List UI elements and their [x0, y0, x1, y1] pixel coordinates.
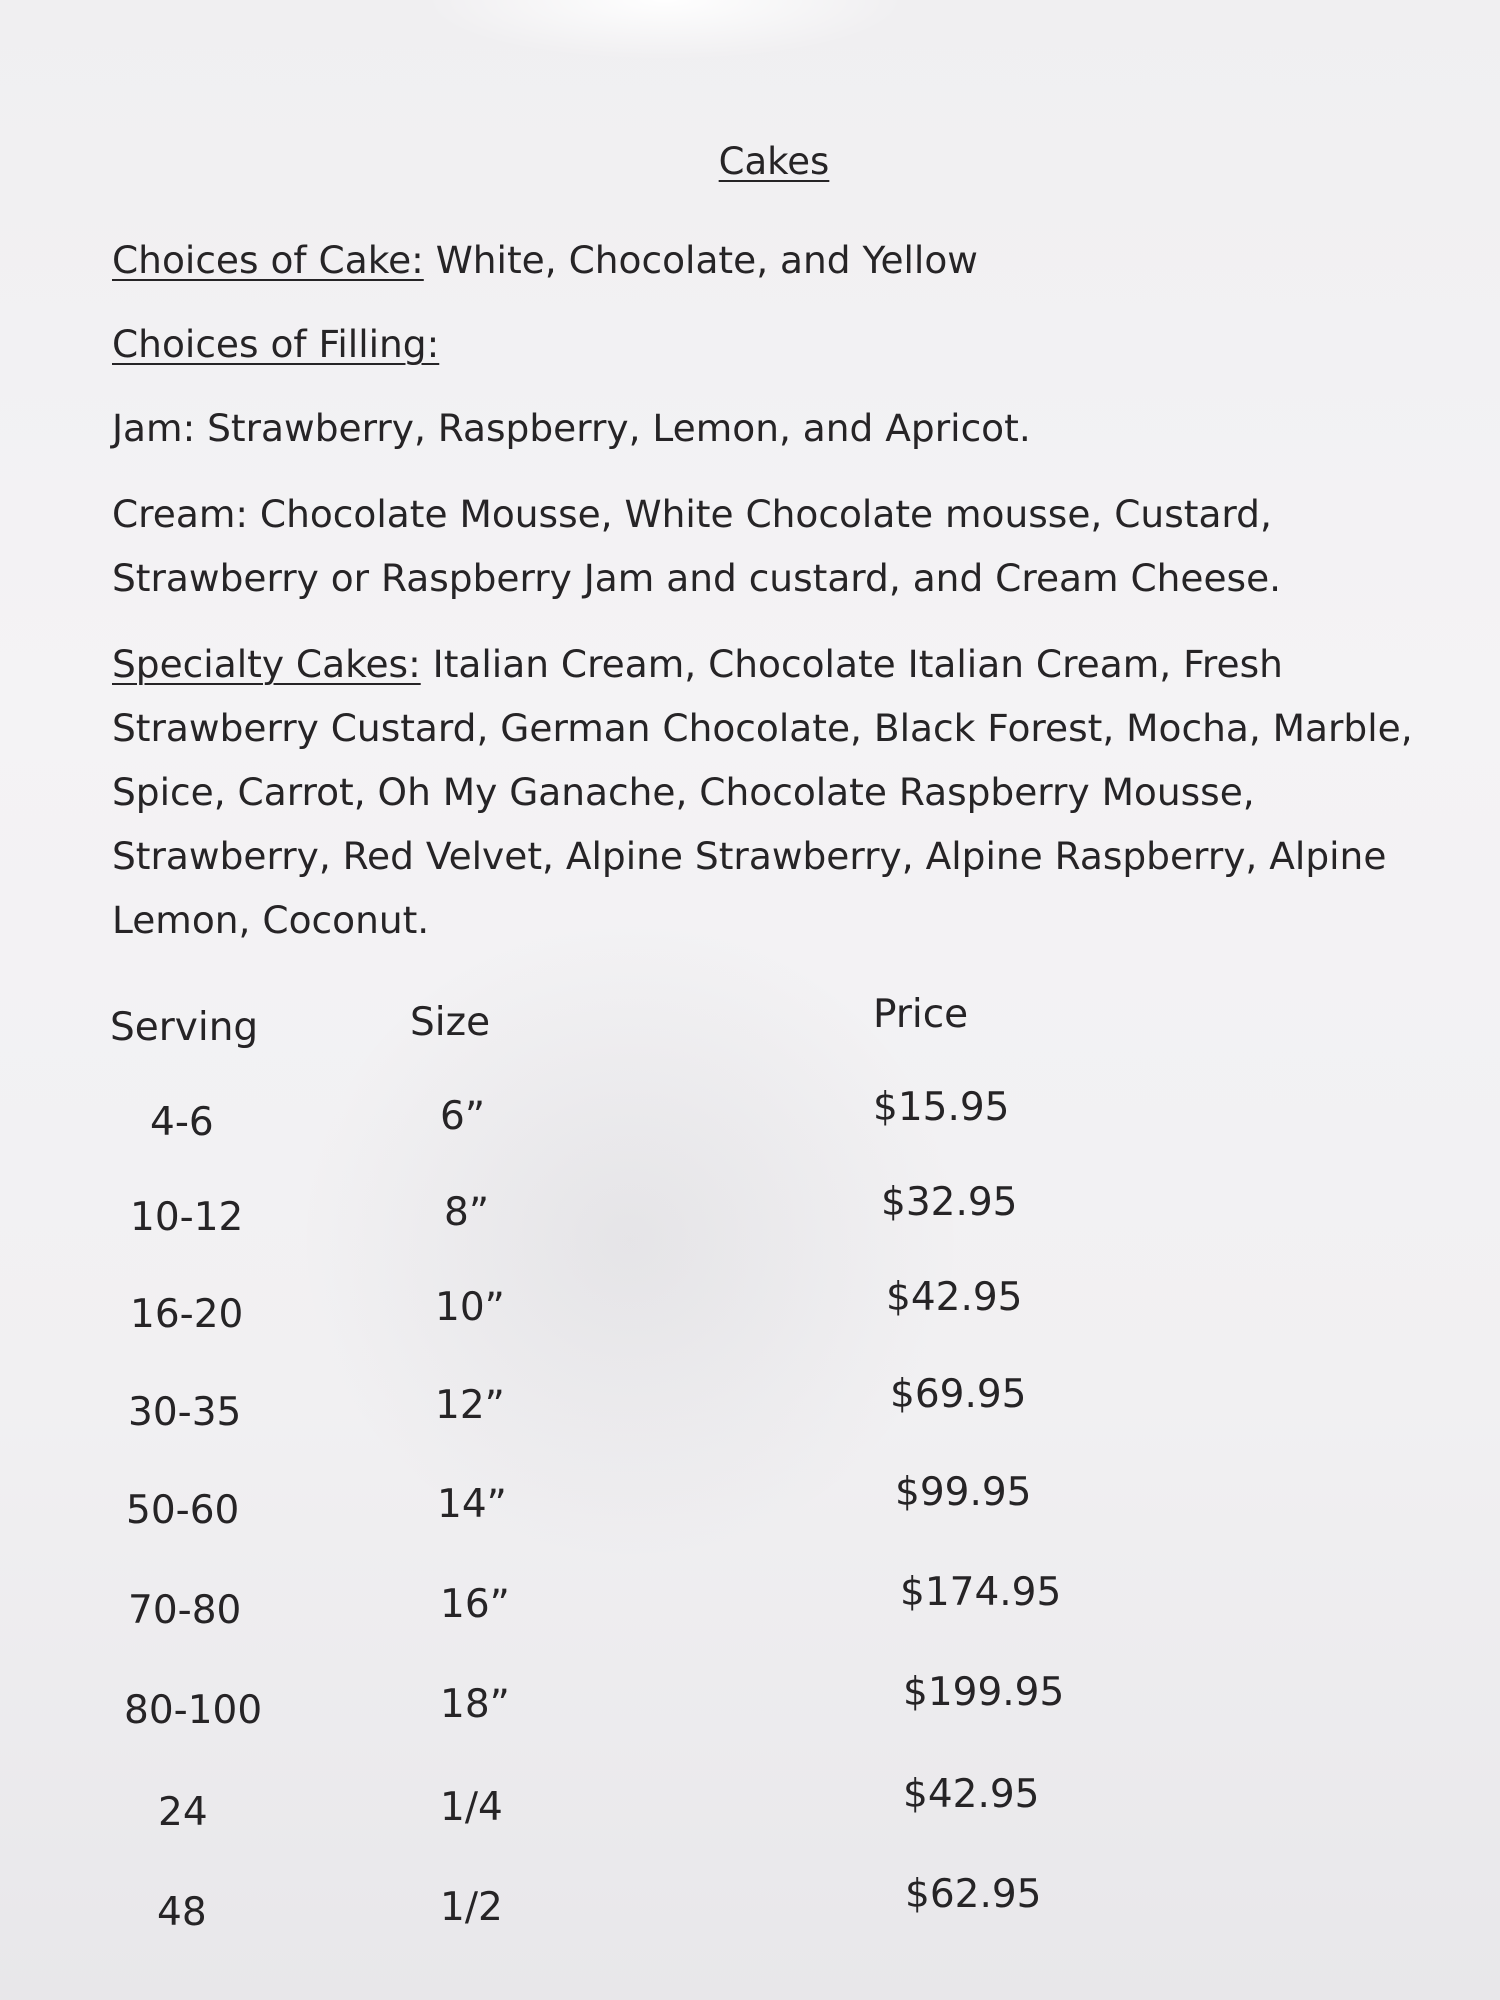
cake-choices-label: Choices of Cake: [112, 238, 424, 282]
size-cell: 12” [435, 1383, 505, 1428]
specialty-cakes-line-4: Strawberry, Red Velvet, Alpine Strawberry, Alpine Raspberry, Alpine [112, 834, 1387, 878]
price-cell: $99.95 [895, 1470, 1032, 1515]
price-header: Price [873, 992, 969, 1037]
specialty-cakes-line-5: Lemon, Coconut. [112, 898, 430, 942]
serving-cell: 30-35 [128, 1390, 242, 1435]
price-cell: $199.95 [903, 1670, 1065, 1715]
filling-choices-label: Choices of Filling: [112, 322, 440, 366]
serving-cell: 16-20 [130, 1292, 244, 1337]
price-cell: $42.95 [903, 1772, 1040, 1817]
price-cell: $174.95 [900, 1570, 1062, 1615]
size-cell: 16” [440, 1582, 510, 1627]
specialty-cakes-line-2: Strawberry Custard, German Chocolate, Black Forest, Mocha, Marble, [112, 706, 1413, 750]
cream-fillings-line-2: Strawberry or Raspberry Jam and custard, and Cream Cheese. [112, 556, 1282, 600]
price-cell: $69.95 [890, 1372, 1027, 1417]
cake-choices-value: White, Chocolate, and Yellow [423, 238, 978, 282]
serving-cell: 70-80 [128, 1588, 242, 1633]
serving-cell: 4-6 [150, 1100, 214, 1145]
size-cell: 18” [440, 1682, 510, 1727]
size-cell: 8” [444, 1190, 490, 1235]
serving-cell: 10-12 [130, 1195, 244, 1240]
price-cell: $15.95 [873, 1085, 1010, 1130]
serving-header: Serving [110, 1005, 259, 1050]
specialty-cakes-text-1: Italian Cream, Chocolate Italian Cream, Fresh [420, 642, 1283, 686]
price-cell: $42.95 [886, 1275, 1023, 1320]
size-cell: 14” [437, 1482, 507, 1527]
price-cell: $62.95 [905, 1872, 1042, 1917]
page-title: Cakes [718, 140, 830, 183]
specialty-cakes-line-3: Spice, Carrot, Oh My Ganache, Chocolate Raspberry Mousse, [112, 770, 1255, 814]
specialty-cakes-label: Specialty Cakes: [112, 642, 421, 686]
jam-fillings: Jam: Strawberry, Raspberry, Lemon, and Apricot. [112, 406, 1031, 450]
size-cell: 10” [435, 1285, 505, 1330]
serving-cell: 48 [157, 1890, 207, 1935]
size-cell: 1/4 [440, 1785, 503, 1830]
price-cell: $32.95 [881, 1180, 1018, 1225]
serving-cell: 50-60 [126, 1488, 240, 1533]
serving-cell: 80-100 [124, 1688, 263, 1733]
size-cell: 6” [440, 1094, 486, 1139]
serving-cell: 24 [158, 1790, 208, 1835]
size-cell: 1/2 [440, 1885, 503, 1930]
cream-fillings-line-1: Cream: Chocolate Mousse, White Chocolate mousse, Custard, [112, 492, 1272, 536]
size-header: Size [410, 1000, 491, 1045]
